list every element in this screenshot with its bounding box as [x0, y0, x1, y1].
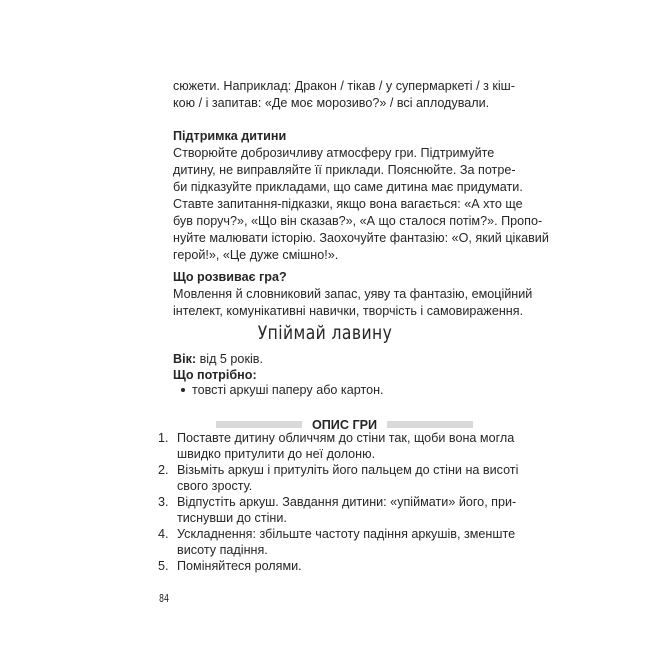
- needed-label: Що потрібно:: [173, 368, 257, 382]
- step-number: 5.: [158, 559, 169, 573]
- support-line-4: Ставте запитання-підказки, якщо вона вагається: «А хто ще: [173, 197, 523, 211]
- game-title: Упіймай лавину: [257, 322, 393, 344]
- support-line-3: би підказуйте прикладами, що саме дитина має придумати.: [173, 180, 523, 194]
- age-label: Вік:: [173, 352, 197, 366]
- page-number: 84: [159, 592, 170, 605]
- intro-line-2: кою / і запитав: «Де моє морозиво?» / всі аплодували.: [173, 96, 490, 110]
- support-line-5: був поруч?», «Що він сказав?», «А що сталося потім?». Пропо-: [173, 214, 543, 228]
- step-line: висоту падіння.: [177, 543, 268, 557]
- age-row: [173, 351, 263, 368]
- support-line-7: герой!», «Це дуже смішно!».: [173, 248, 339, 262]
- support-line-6: нуйте малювати історію. Заохочуйте фантазію: «О, який цікавий: [173, 231, 549, 245]
- support-heading: Підтримка дитини: [173, 129, 287, 143]
- support-line-2: дитину, не виправляйте її приклади. Пояснюйте. За потре-: [173, 163, 516, 177]
- support-line-1: Створюйте доброзичливу атмосферу гри. Підтримуйте: [173, 146, 495, 160]
- bullet-dot: [181, 388, 185, 392]
- step-number: 2.: [158, 463, 169, 477]
- step-number: 4.: [158, 527, 169, 541]
- age-value: від 5 років.: [196, 352, 263, 366]
- step-number: 1.: [158, 431, 169, 445]
- step-line: свого зросту.: [177, 479, 253, 493]
- step-line: швидко притулити до неї долоню.: [177, 447, 376, 461]
- step-number: 3.: [158, 495, 169, 509]
- material-item: товсті аркуші паперу або картон.: [192, 383, 384, 397]
- step-line: Ускладнення: збільште частоту падіння аркушів, зменште: [177, 527, 516, 541]
- step-line: Відпустіть аркуш. Завдання дитини: «упіймати» його, при-: [177, 495, 517, 509]
- develops-line-1: Мовлення й словниковий запас, уяву та фантазію, емоційний: [173, 287, 533, 301]
- develops-heading: Що розвиває гра?: [173, 270, 287, 284]
- intro-line-1: сюжети. Наприклад: Дракон / тікав / у супермаркеті / з кіш-: [173, 79, 515, 93]
- description-heading: ОПИС ГРИ: [302, 418, 387, 432]
- step-line: Візьміть аркуш і притуліть його пальцем до стіни на висоті: [177, 463, 519, 477]
- develops-line-2: інтелект, комунікативні навички, творчість і самовираження.: [173, 304, 524, 318]
- step-line: тиснувши до стіни.: [177, 511, 287, 525]
- step-line: Поставте дитину обличчям до стіни так, щоби вона могла: [177, 431, 515, 445]
- step-line: Поміняйтеся ролями.: [177, 559, 302, 573]
